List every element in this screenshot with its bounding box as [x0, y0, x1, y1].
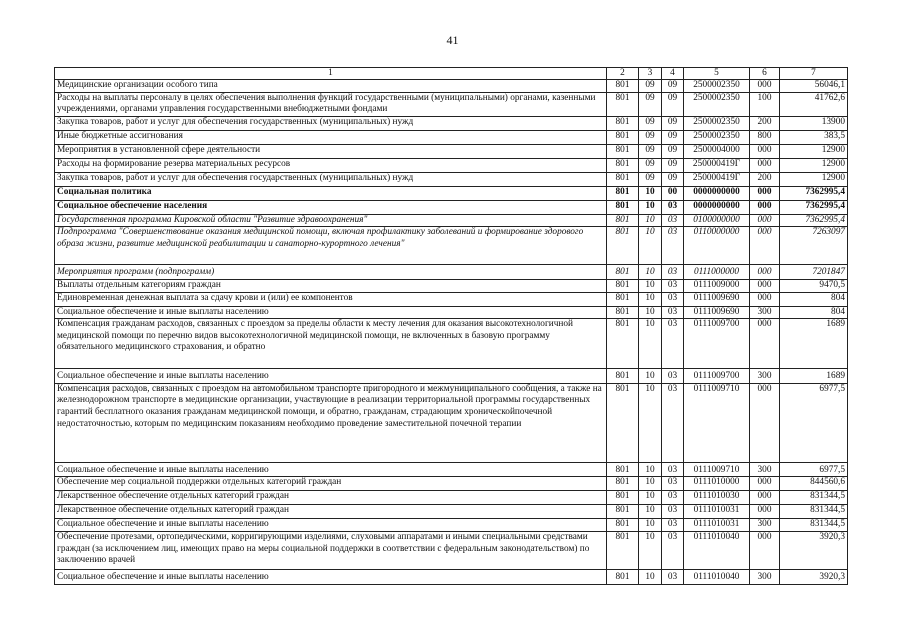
row-amount-cell: 7362995,4 [780, 200, 848, 214]
row-code-cell: 801 [607, 319, 639, 369]
header-col-3: 3 [639, 68, 662, 80]
row-code-cell: 801 [607, 491, 639, 505]
row-subsection-cell: 03 [662, 569, 684, 584]
row-subsection-cell: 09 [662, 80, 684, 93]
row-code-cell: 801 [607, 306, 639, 319]
table-row [55, 130, 848, 144]
table-row [55, 292, 848, 306]
row-expense-type-cell: 000 [750, 279, 780, 292]
row-expense-type-cell: 200 [750, 172, 780, 186]
row-name-cell: Расходы на выплаты персоналу в целях обеспечения выполнения функций государственными (муниципальными) органами, казенными учреждениями, органами управления государственными внебюджетными фондами [55, 92, 607, 116]
row-code-cell: 801 [607, 369, 639, 384]
row-code-cell: 801 [607, 116, 639, 130]
row-section-cell: 10 [639, 531, 662, 569]
row-amount-cell: 12900 [780, 158, 848, 172]
header-col-2: 2 [607, 68, 639, 80]
row-section-cell: 10 [639, 186, 662, 200]
row-section-cell: 09 [639, 144, 662, 158]
header-col-6: 6 [750, 68, 780, 80]
row-amount-cell: 831344,5 [780, 505, 848, 519]
row-target-cell: 0111010031 [684, 505, 750, 519]
row-expense-type-cell: 000 [750, 265, 780, 280]
row-section-cell: 09 [639, 172, 662, 186]
row-amount-cell: 12900 [780, 172, 848, 186]
row-section-cell: 10 [639, 477, 662, 491]
row-section-cell: 10 [639, 519, 662, 532]
table-row [55, 519, 848, 532]
row-amount-cell: 3920,3 [780, 531, 848, 569]
row-subsection-cell: 03 [662, 292, 684, 306]
row-expense-type-cell: 300 [750, 369, 780, 384]
row-name-cell: Социальное обеспечение и иные выплаты населению [55, 519, 607, 532]
row-code-cell: 801 [607, 172, 639, 186]
row-code-cell: 801 [607, 158, 639, 172]
row-subsection-cell: 03 [662, 306, 684, 319]
page-number: 41 [446, 33, 459, 47]
table-row [55, 491, 848, 505]
row-code-cell: 801 [607, 92, 639, 116]
row-target-cell: 0111010031 [684, 519, 750, 532]
row-subsection-cell: 03 [662, 505, 684, 519]
table-row [55, 265, 848, 280]
row-subsection-cell: 00 [662, 186, 684, 200]
row-name-cell: Закупка товаров, работ и услуг для обеспечения государственных (муниципальных) нужд [55, 172, 607, 186]
row-target-cell: 0100000000 [684, 214, 750, 227]
row-amount-cell: 1689 [780, 319, 848, 369]
row-section-cell: 10 [639, 279, 662, 292]
row-target-cell: 0111009710 [684, 462, 750, 477]
table-row [55, 369, 848, 384]
row-target-cell: 0111010040 [684, 531, 750, 569]
row-amount-cell: 7362995,4 [780, 186, 848, 200]
row-section-cell: 09 [639, 92, 662, 116]
row-expense-type-cell: 000 [750, 477, 780, 491]
row-amount-cell: 7362995,4 [780, 214, 848, 227]
row-section-cell: 10 [639, 214, 662, 227]
table-row [55, 477, 848, 491]
table-row [55, 319, 848, 369]
row-target-cell: 2500002350 [684, 130, 750, 144]
row-name-cell: Государственная программа Кировской области "Развитие здравоохранения" [55, 214, 607, 227]
table-row [55, 80, 848, 93]
row-name-cell: Обеспечение мер социальной поддержки отдельных категорий граждан [55, 477, 607, 491]
row-expense-type-cell: 000 [750, 214, 780, 227]
row-expense-type-cell: 200 [750, 116, 780, 130]
row-code-cell: 801 [607, 569, 639, 584]
row-code-cell: 801 [607, 144, 639, 158]
row-target-cell: 250000419Г [684, 172, 750, 186]
row-amount-cell: 831344,5 [780, 519, 848, 532]
row-section-cell: 10 [639, 491, 662, 505]
table-row [55, 116, 848, 130]
row-code-cell: 801 [607, 265, 639, 280]
row-section-cell: 10 [639, 265, 662, 280]
row-subsection-cell: 03 [662, 477, 684, 491]
row-section-cell: 09 [639, 158, 662, 172]
header-col-5: 5 [684, 68, 750, 80]
table-row [55, 569, 848, 584]
row-subsection-cell: 03 [662, 383, 684, 462]
row-target-cell: 0000000000 [684, 186, 750, 200]
row-section-cell: 10 [639, 227, 662, 265]
row-name-cell: Лекарственное обеспечение отдельных категорий граждан [55, 505, 607, 519]
row-section-cell: 10 [639, 200, 662, 214]
row-amount-cell: 7263097 [780, 227, 848, 265]
row-amount-cell: 804 [780, 306, 848, 319]
row-name-cell: Лекарственное обеспечение отдельных категорий граждан [55, 491, 607, 505]
row-name-cell: Социальное обеспечение и иные выплаты населению [55, 569, 607, 584]
row-name-cell: Подпрограмма "Совершенствование оказания медицинской помощи, включая профилактику заболеваний и формирование здорового образа жизни, развитие медицинской реабилитации и санаторно-курортного лечения" [55, 227, 607, 265]
row-name-cell: Мероприятия в установленной сфере деятельности [55, 144, 607, 158]
row-section-cell: 10 [639, 505, 662, 519]
row-target-cell: 2500002350 [684, 116, 750, 130]
row-name-cell: Обеспечение протезами, ортопедическими, корригирующими изделиями, слуховыми аппаратами и иными специальными средствами граждан (за исключением лиц, имеющих право на меры социальной поддержки в соответствии с федеральным законодательством) по заключению врачей [55, 531, 607, 569]
row-expense-type-cell: 000 [750, 80, 780, 93]
row-code-cell: 801 [607, 519, 639, 532]
row-expense-type-cell: 000 [750, 144, 780, 158]
row-expense-type-cell: 000 [750, 531, 780, 569]
row-amount-cell: 1689 [780, 369, 848, 384]
row-amount-cell: 6977,5 [780, 462, 848, 477]
row-section-cell: 10 [639, 369, 662, 384]
row-target-cell: 2500002350 [684, 80, 750, 93]
row-name-cell: Компенсация расходов, связанных с проездом на автомобильном транспорте пригородного и межмуниципального сообщения, а также на железнодорожном транспорте в медицинские организации, участвующие в реализации территориальной программы государственных гарантий бесплатного оказания гражданам медицинской помощи, и обратно, гражданам, страдающим хроническойпочечной недостаточностью, которым по медицинским показаниям необходимо проведение заместительной почечной терапии [55, 383, 607, 462]
row-code-cell: 801 [607, 186, 639, 200]
row-section-cell: 10 [639, 292, 662, 306]
row-section-cell: 10 [639, 306, 662, 319]
row-code-cell: 801 [607, 477, 639, 491]
row-subsection-cell: 03 [662, 227, 684, 265]
header-col-4: 4 [662, 68, 684, 80]
row-name-cell: Мероприятия программ (подпрограмм) [55, 265, 607, 280]
row-expense-type-cell: 300 [750, 462, 780, 477]
row-target-cell: 0111010040 [684, 569, 750, 584]
table-row [55, 92, 848, 116]
row-amount-cell: 9470,5 [780, 279, 848, 292]
row-target-cell: 0111009710 [684, 383, 750, 462]
row-expense-type-cell: 000 [750, 292, 780, 306]
row-target-cell: 2500004000 [684, 144, 750, 158]
table-row [55, 186, 848, 200]
row-code-cell: 801 [607, 214, 639, 227]
row-subsection-cell: 03 [662, 491, 684, 505]
row-section-cell: 09 [639, 130, 662, 144]
row-section-cell: 09 [639, 80, 662, 93]
row-expense-type-cell: 000 [750, 491, 780, 505]
row-target-cell: 0111009690 [684, 306, 750, 319]
row-subsection-cell: 09 [662, 144, 684, 158]
row-subsection-cell: 09 [662, 116, 684, 130]
row-section-cell: 09 [639, 116, 662, 130]
row-amount-cell: 3920,3 [780, 569, 848, 584]
row-name-cell: Социальное обеспечение населения [55, 200, 607, 214]
row-subsection-cell: 03 [662, 369, 684, 384]
row-section-cell: 10 [639, 569, 662, 584]
row-target-cell: 0111009690 [684, 292, 750, 306]
row-target-cell: 0111009700 [684, 369, 750, 384]
row-subsection-cell: 03 [662, 319, 684, 369]
row-section-cell: 10 [639, 462, 662, 477]
table-header-row [55, 68, 848, 80]
row-subsection-cell: 03 [662, 531, 684, 569]
row-target-cell: 0000000000 [684, 200, 750, 214]
row-code-cell: 801 [607, 383, 639, 462]
row-code-cell: 801 [607, 200, 639, 214]
header-col-7: 7 [780, 68, 848, 80]
table-row [55, 306, 848, 319]
row-section-cell: 10 [639, 319, 662, 369]
row-amount-cell: 41762,6 [780, 92, 848, 116]
row-subsection-cell: 03 [662, 214, 684, 227]
row-subsection-cell: 09 [662, 130, 684, 144]
row-subsection-cell: 03 [662, 462, 684, 477]
row-amount-cell: 844560,6 [780, 477, 848, 491]
row-target-cell: 0110000000 [684, 227, 750, 265]
row-amount-cell: 13900 [780, 116, 848, 130]
row-subsection-cell: 09 [662, 92, 684, 116]
row-subsection-cell: 03 [662, 519, 684, 532]
row-code-cell: 801 [607, 531, 639, 569]
table-row [55, 505, 848, 519]
row-target-cell: 0111009700 [684, 319, 750, 369]
table-row [55, 144, 848, 158]
row-expense-type-cell: 000 [750, 505, 780, 519]
row-section-cell: 10 [639, 383, 662, 462]
row-expense-type-cell: 300 [750, 569, 780, 584]
row-amount-cell: 6977,5 [780, 383, 848, 462]
row-code-cell: 801 [607, 462, 639, 477]
row-target-cell: 0111010000 [684, 477, 750, 491]
table-row [55, 531, 848, 569]
row-subsection-cell: 03 [662, 200, 684, 214]
row-target-cell: 0111009000 [684, 279, 750, 292]
row-amount-cell: 383,5 [780, 130, 848, 144]
row-name-cell: Социальное обеспечение и иные выплаты населению [55, 306, 607, 319]
row-target-cell: 250000419Г [684, 158, 750, 172]
row-expense-type-cell: 000 [750, 186, 780, 200]
row-code-cell: 801 [607, 130, 639, 144]
row-name-cell: Социальная политика [55, 186, 607, 200]
row-name-cell: Медицинские организации особого типа [55, 80, 607, 93]
row-amount-cell: 831344,5 [780, 491, 848, 505]
row-code-cell: 801 [607, 292, 639, 306]
row-name-cell: Иные бюджетные ассигнования [55, 130, 607, 144]
row-expense-type-cell: 300 [750, 519, 780, 532]
row-amount-cell: 12900 [780, 144, 848, 158]
row-expense-type-cell: 000 [750, 158, 780, 172]
row-name-cell: Расходы на формирование резерва материальных ресурсов [55, 158, 607, 172]
row-code-cell: 801 [607, 505, 639, 519]
row-expense-type-cell: 800 [750, 130, 780, 144]
row-code-cell: 801 [607, 279, 639, 292]
table-row [55, 279, 848, 292]
table-row [55, 462, 848, 477]
row-subsection-cell: 03 [662, 279, 684, 292]
row-name-cell: Единовременная денежная выплата за сдачу крови и (или) ее компонентов [55, 292, 607, 306]
row-target-cell: 2500002350 [684, 92, 750, 116]
table-row [55, 383, 848, 462]
row-expense-type-cell: 000 [750, 227, 780, 265]
budget-table [54, 67, 848, 585]
row-name-cell: Закупка товаров, работ и услуг для обеспечения государственных (муниципальных) нужд [55, 116, 607, 130]
row-target-cell: 0111000000 [684, 265, 750, 280]
table-row [55, 200, 848, 214]
table-row [55, 214, 848, 227]
row-expense-type-cell: 300 [750, 306, 780, 319]
row-amount-cell: 7201847 [780, 265, 848, 280]
row-subsection-cell: 09 [662, 158, 684, 172]
table-row [55, 227, 848, 265]
row-amount-cell: 804 [780, 292, 848, 306]
row-amount-cell: 56046,1 [780, 80, 848, 93]
row-name-cell: Социальное обеспечение и иные выплаты населению [55, 462, 607, 477]
row-expense-type-cell: 100 [750, 92, 780, 116]
row-subsection-cell: 03 [662, 265, 684, 280]
row-name-cell: Социальное обеспечение и иные выплаты населению [55, 369, 607, 384]
row-target-cell: 0111010030 [684, 491, 750, 505]
row-name-cell: Компенсация гражданам расходов, связанных с проездом за пределы области к месту лечения для оказания высокотехнологичной медицинской помощи по перечню видов высокотехнологичной медицинской помощи, не включенных в базовую программу обязательного медицинского страхования, и обратно [55, 319, 607, 369]
row-expense-type-cell: 000 [750, 383, 780, 462]
row-expense-type-cell: 000 [750, 319, 780, 369]
row-code-cell: 801 [607, 227, 639, 265]
table-row [55, 172, 848, 186]
row-name-cell: Выплаты отдельным категориям граждан [55, 279, 607, 292]
header-col-1: 1 [55, 68, 607, 80]
row-code-cell: 801 [607, 80, 639, 93]
row-subsection-cell: 09 [662, 172, 684, 186]
table-row [55, 158, 848, 172]
row-expense-type-cell: 000 [750, 200, 780, 214]
